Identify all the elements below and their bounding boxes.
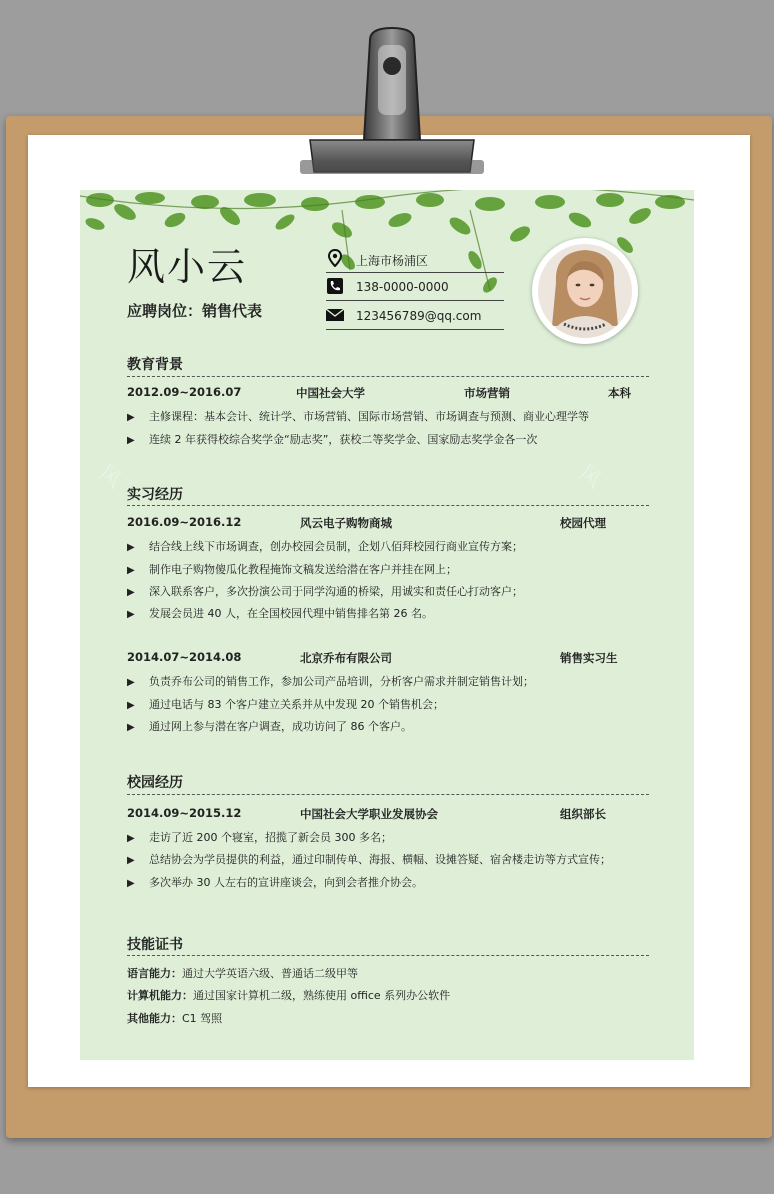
location-pin-icon — [326, 249, 344, 267]
section-title-skills: 技能证书 — [127, 937, 183, 953]
profile-photo — [532, 238, 638, 344]
arrow-bullet-icon: ▶ — [127, 878, 135, 889]
applied-position: 应聘岗位：销售代表 — [127, 302, 263, 320]
email-text: 123456789@qq.com — [356, 309, 482, 323]
section-title-education: 教育背景 — [127, 357, 183, 373]
arrow-bullet-icon: ▶ — [127, 833, 135, 844]
arrow-bullet-icon: ▶ — [127, 587, 135, 598]
job-period: 2016.09~2016.12 — [127, 515, 242, 529]
list-item: ▶ 发展会员进 40 人，在全国校园代理中销售排名第 26 名。 — [127, 607, 433, 620]
phone-icon — [326, 277, 344, 295]
list-item: ▶ 深入联系客户，多次扮演公司于同学沟通的桥梁，用诚实和责任心打动客户； — [127, 585, 523, 598]
campus-org: 中国社会大学职业发展协会 — [300, 807, 438, 821]
list-item: ▶ 总结协会为学员提供的利益，通过印制传单、海报、横幅、设摊答疑、宿舍楼走访等方式宣传； — [127, 853, 611, 866]
contact-email — [326, 305, 504, 330]
list-item: ▶ 制作电子购物傻瓜化教程掩饰文稿发送给潜在客户并挂在网上； — [127, 563, 457, 576]
job-company: 北京乔布有限公司 — [300, 651, 392, 665]
job-company: 风云电子购物商城 — [300, 516, 392, 530]
skill-item: 其他能力：C1 驾照 — [127, 1012, 223, 1025]
arrow-bullet-icon: ▶ — [127, 435, 135, 446]
watermark: 风 — [573, 460, 607, 494]
arrow-bullet-icon: ▶ — [127, 722, 135, 733]
section-divider — [127, 376, 649, 377]
list-item: ▶ 主修课程：基本会计、统计学、市场营销、国际市场营销、市场调查与预测、商业心理学等 — [127, 410, 589, 423]
job-role: 销售实习生 — [560, 651, 618, 665]
contact-phone — [326, 276, 504, 301]
envelope-icon — [326, 306, 344, 324]
skill-item: 计算机能力：通过国家计算机二级，熟练使用 office 系列办公软件 — [127, 989, 451, 1002]
arrow-bullet-icon: ▶ — [127, 609, 135, 620]
section-divider — [127, 505, 649, 506]
education-school: 中国社会大学 — [296, 386, 365, 400]
arrow-bullet-icon: ▶ — [127, 542, 135, 553]
applicant-name: 风小云 — [127, 245, 248, 289]
section-divider — [127, 794, 649, 795]
education-major: 市场营销 — [464, 386, 510, 400]
list-item: ▶ 连续 2 年获得校综合奖学金“励志奖”，获校二等奖学金、国家励志奖学金各一次 — [127, 433, 538, 446]
list-item: ▶ 通过网上参与潜在客户调查，成功访问了 86 个客户。 — [127, 720, 412, 733]
list-item: ▶ 结合线上线下市场调查，创办校园会员制，企划八佰拜校园行商业宣传方案； — [127, 540, 523, 553]
arrow-bullet-icon: ▶ — [127, 677, 135, 688]
section-title-campus: 校园经历 — [127, 775, 183, 791]
list-item: ▶ 负责乔布公司的销售工作，参加公司产品培训，分析客户需求并制定销售计划； — [127, 675, 534, 688]
education-period: 2012.09~2016.07 — [127, 385, 242, 399]
job-role: 校园代理 — [560, 516, 606, 530]
campus-role: 组织部长 — [560, 807, 606, 821]
list-item: ▶ 多次举办 30 人左右的宣讲座谈会，向到会者推介协会。 — [127, 876, 423, 889]
arrow-bullet-icon: ▶ — [127, 412, 135, 423]
section-divider — [127, 955, 649, 956]
campus-period: 2014.09~2015.12 — [127, 806, 242, 820]
resume-page — [80, 190, 694, 1060]
portrait-image — [532, 238, 638, 344]
list-item: ▶ 通过电话与 83 个客户建立关系并从中发现 20 个销售机会； — [127, 698, 444, 711]
arrow-bullet-icon: ▶ — [127, 565, 135, 576]
education-degree: 本科 — [608, 386, 631, 400]
phone-text: 138-0000-0000 — [356, 280, 449, 294]
contact-address — [326, 248, 504, 273]
section-title-internship: 实习经历 — [127, 487, 183, 503]
skill-item: 语言能力：通过大学英语六级、普通话二级甲等 — [127, 967, 358, 980]
job-period: 2014.07~2014.08 — [127, 650, 242, 664]
arrow-bullet-icon: ▶ — [127, 855, 135, 866]
arrow-bullet-icon: ▶ — [127, 700, 135, 711]
watermark: 风 — [93, 460, 127, 494]
list-item: ▶ 走访了近 200 个寝室，招揽了新会员 300 多名； — [127, 831, 392, 844]
address-text: 上海市杨浦区 — [356, 254, 429, 268]
